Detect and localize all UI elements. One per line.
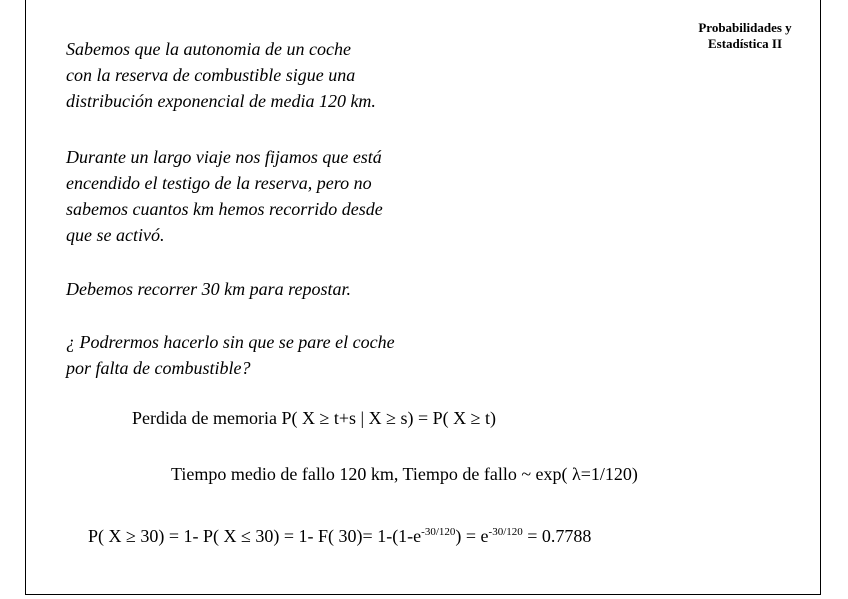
text-line: ¿ Podrermos hacerlo sin que se pare el coche bbox=[66, 332, 395, 352]
text-line: Debemos recorrer 30 km para repostar. bbox=[66, 279, 351, 299]
slide bbox=[25, 0, 821, 595]
exponent-2: -30/120 bbox=[488, 526, 523, 538]
text-line: encendido el testigo de la reserva, pero no bbox=[66, 173, 372, 193]
requirement-paragraph bbox=[66, 276, 351, 302]
problem-statement bbox=[66, 36, 376, 114]
result-part3: = 0.7788 bbox=[522, 526, 592, 546]
exponent-1: -30/120 bbox=[421, 526, 456, 538]
result-formula bbox=[88, 524, 591, 548]
course-title bbox=[675, 20, 815, 52]
text-line: sabemos cuantos km hemos recorrido desde bbox=[66, 199, 383, 219]
text-line: Sabemos que la autonomia de un coche bbox=[66, 39, 351, 59]
result-part2: ) = e bbox=[455, 526, 489, 546]
context-paragraph bbox=[66, 144, 383, 248]
text-line: con la reserva de combustible sigue una bbox=[66, 65, 356, 85]
result-part1: P( X ≥ 30) = 1- P( X ≤ 30) = 1- F( 30)= 1-(1-e bbox=[88, 526, 422, 546]
text-line: por falta de combustible? bbox=[66, 358, 251, 378]
mean-failure-formula: Tiempo medio de fallo 120 km, Tiempo de fallo ~ exp( λ=1/120) bbox=[171, 464, 638, 484]
memoryless-formula: Perdida de memoria P( X ≥ t+s | X ≥ s) = P( X ≥ t) bbox=[132, 408, 496, 428]
text-line: que se activó. bbox=[66, 225, 165, 245]
question-paragraph bbox=[66, 329, 395, 381]
text-line: distribución exponencial de media 120 km. bbox=[66, 91, 376, 111]
course-title-line1: Probabilidades y bbox=[698, 20, 792, 35]
text-line: Durante un largo viaje nos fijamos que está bbox=[66, 147, 382, 167]
course-title-line2: Estadística II bbox=[707, 36, 783, 51]
